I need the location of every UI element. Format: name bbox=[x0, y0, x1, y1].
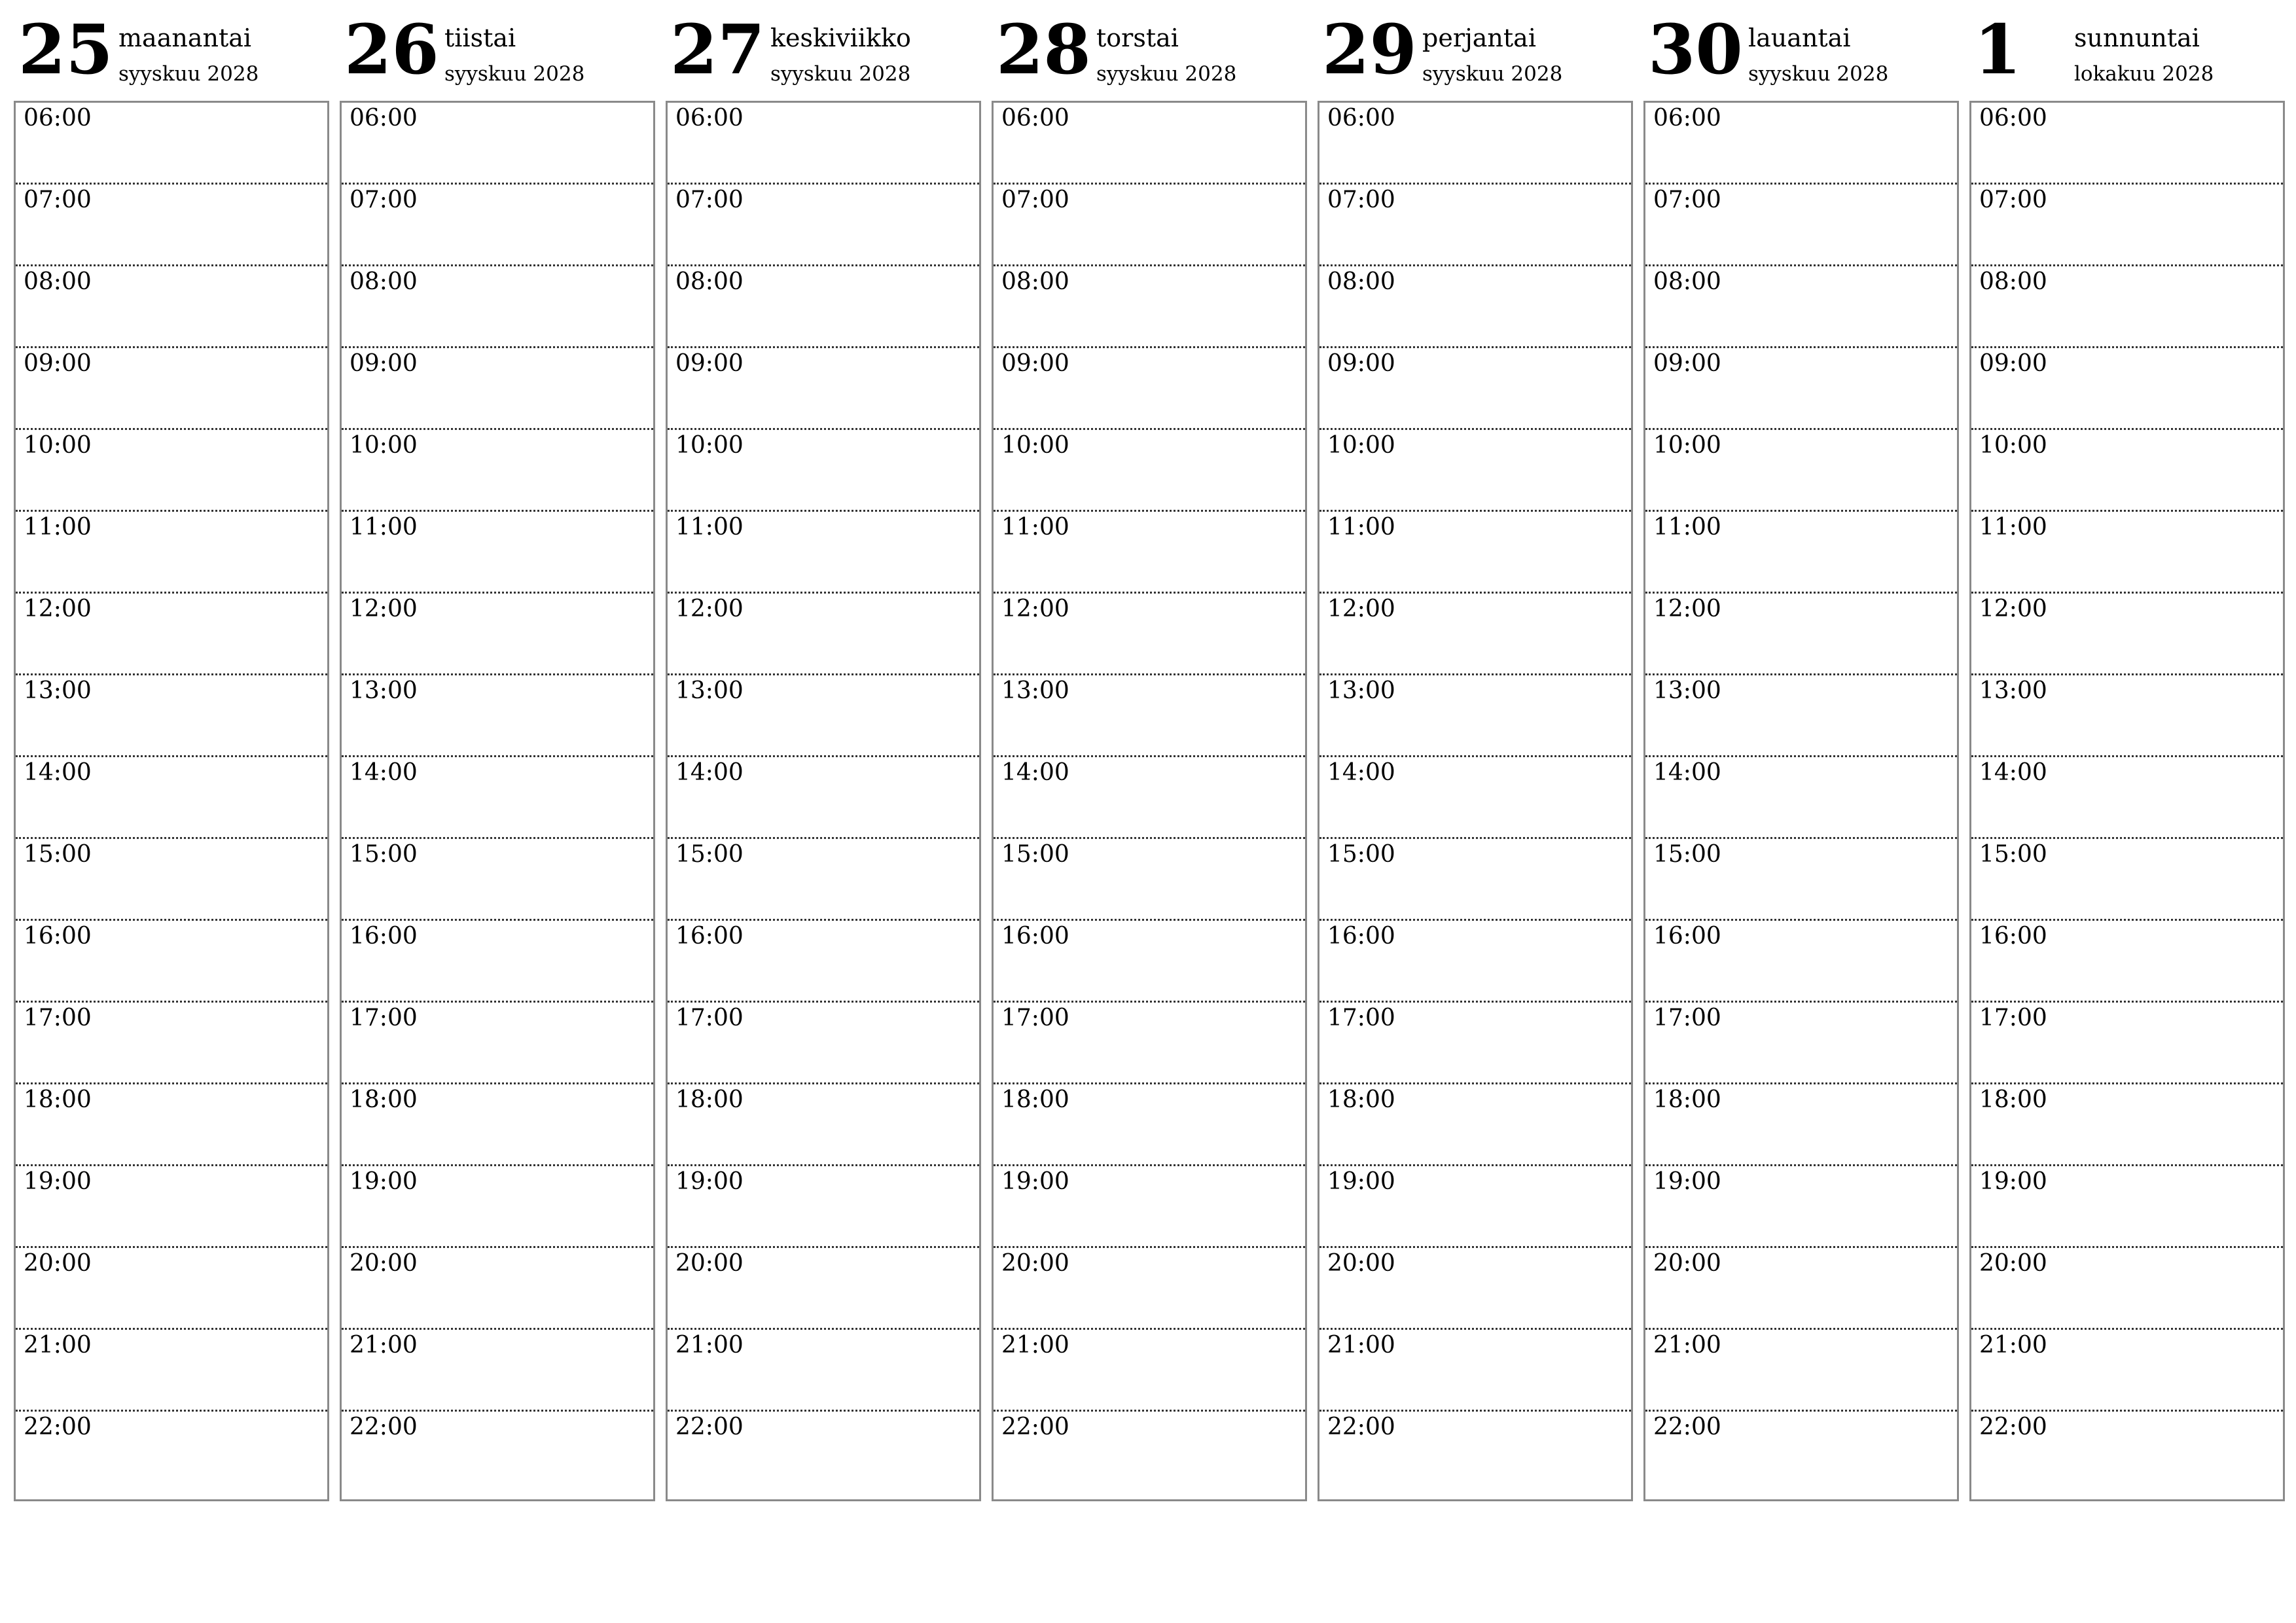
time-slot bbox=[1971, 103, 2283, 185]
day-column-sunday bbox=[1969, 0, 2284, 1502]
time-slot bbox=[1319, 675, 1631, 757]
slot-time-label: 12:00 bbox=[1979, 596, 2047, 622]
slot-time-label: 20:00 bbox=[1001, 1250, 1069, 1277]
time-slot bbox=[16, 348, 327, 430]
slot-time-label: 08:00 bbox=[1327, 268, 1395, 295]
slot-time-label: 20:00 bbox=[24, 1250, 92, 1277]
slot-time-label: 15:00 bbox=[1327, 841, 1395, 868]
slot-time-label: 12:00 bbox=[675, 596, 744, 622]
time-slot bbox=[668, 594, 979, 675]
slot-time-label: 15:00 bbox=[1979, 841, 2047, 868]
time-slot bbox=[1645, 675, 1957, 757]
slot-time-label: 21:00 bbox=[1327, 1332, 1395, 1359]
slot-time-label: 21:00 bbox=[350, 1332, 418, 1359]
slot-time-label: 20:00 bbox=[675, 1250, 744, 1277]
slot-time-label: 20:00 bbox=[1327, 1250, 1395, 1277]
slot-time-label: 14:00 bbox=[1001, 759, 1069, 786]
day-header bbox=[1643, 0, 1958, 101]
month-year: syyskuu 2028 bbox=[1422, 62, 1563, 86]
time-slot bbox=[994, 266, 1305, 348]
day-header bbox=[1969, 0, 2284, 101]
day-box bbox=[1318, 101, 1633, 1501]
day-name: sunnuntai bbox=[2074, 24, 2200, 52]
slot-time-label: 16:00 bbox=[1327, 923, 1395, 950]
slot-time-label: 13:00 bbox=[1653, 677, 1721, 704]
time-slot bbox=[342, 1412, 653, 1493]
time-slot bbox=[1971, 1166, 2283, 1248]
time-slot bbox=[668, 921, 979, 1003]
time-slot bbox=[668, 185, 979, 266]
slot-time-label: 08:00 bbox=[1001, 268, 1069, 295]
slot-time-label: 21:00 bbox=[1979, 1332, 2047, 1359]
time-slot bbox=[342, 1003, 653, 1084]
time-slot bbox=[342, 839, 653, 921]
month-year: syyskuu 2028 bbox=[444, 62, 585, 86]
slot-time-label: 19:00 bbox=[1979, 1168, 2047, 1195]
time-slot bbox=[342, 103, 653, 185]
slot-time-label: 18:00 bbox=[1653, 1086, 1721, 1113]
slot-time-label: 07:00 bbox=[24, 187, 92, 213]
month-year: lokakuu 2028 bbox=[2074, 62, 2214, 86]
slot-time-label: 10:00 bbox=[675, 432, 744, 459]
time-slot bbox=[1971, 594, 2283, 675]
day-column-saturday bbox=[1643, 0, 1958, 1502]
slot-time-label: 06:00 bbox=[1001, 105, 1069, 132]
day-name: tiistai bbox=[444, 24, 516, 52]
time-slot bbox=[668, 757, 979, 839]
slot-time-label: 06:00 bbox=[350, 105, 418, 132]
time-slot bbox=[994, 103, 1305, 185]
slot-time-label: 22:00 bbox=[350, 1414, 418, 1440]
time-slot bbox=[1645, 921, 1957, 1003]
time-slot bbox=[668, 1003, 979, 1084]
time-slot bbox=[994, 675, 1305, 757]
slot-time-label: 17:00 bbox=[24, 1005, 92, 1031]
slot-time-label: 13:00 bbox=[1979, 677, 2047, 704]
slot-time-label: 07:00 bbox=[1001, 187, 1069, 213]
slot-time-label: 15:00 bbox=[675, 841, 744, 868]
slot-time-label: 11:00 bbox=[1327, 514, 1395, 541]
slot-time-label: 22:00 bbox=[24, 1414, 92, 1440]
slot-time-label: 17:00 bbox=[1001, 1005, 1069, 1031]
time-slot bbox=[342, 512, 653, 594]
slot-time-label: 09:00 bbox=[1001, 350, 1069, 377]
slot-time-label: 17:00 bbox=[1979, 1005, 2047, 1031]
slot-time-label: 19:00 bbox=[1001, 1168, 1069, 1195]
slot-time-label: 20:00 bbox=[350, 1250, 418, 1277]
slot-time-label: 19:00 bbox=[350, 1168, 418, 1195]
slot-time-label: 13:00 bbox=[24, 677, 92, 704]
time-slot bbox=[1645, 1412, 1957, 1493]
slot-time-label: 22:00 bbox=[1979, 1414, 2047, 1440]
slot-time-label: 12:00 bbox=[1001, 596, 1069, 622]
time-slot bbox=[1645, 1003, 1957, 1084]
time-slot bbox=[1971, 1003, 2283, 1084]
time-slot bbox=[16, 1084, 327, 1166]
slot-time-label: 06:00 bbox=[675, 105, 744, 132]
time-slot bbox=[668, 675, 979, 757]
time-slot bbox=[994, 1330, 1305, 1412]
time-slot bbox=[1319, 839, 1631, 921]
slot-time-label: 18:00 bbox=[1327, 1086, 1395, 1113]
day-column-tuesday bbox=[340, 0, 654, 1502]
time-slot bbox=[342, 430, 653, 512]
slot-time-label: 07:00 bbox=[1979, 187, 2047, 213]
day-box bbox=[1969, 101, 2285, 1501]
time-slot bbox=[1319, 1248, 1631, 1330]
time-slot bbox=[16, 1166, 327, 1248]
month-year: syyskuu 2028 bbox=[1748, 62, 1889, 86]
slot-time-label: 10:00 bbox=[350, 432, 418, 459]
time-slot bbox=[1645, 185, 1957, 266]
time-slot bbox=[1645, 757, 1957, 839]
time-slot bbox=[342, 675, 653, 757]
time-slot bbox=[994, 1166, 1305, 1248]
day-number: 1 bbox=[1974, 9, 2022, 90]
time-slot bbox=[1971, 1330, 2283, 1412]
time-slot bbox=[1319, 1330, 1631, 1412]
time-slot bbox=[1645, 1248, 1957, 1330]
slot-time-label: 13:00 bbox=[675, 677, 744, 704]
time-slot bbox=[16, 921, 327, 1003]
slot-time-label: 20:00 bbox=[1979, 1250, 2047, 1277]
slot-time-label: 12:00 bbox=[1653, 596, 1721, 622]
slot-time-label: 18:00 bbox=[1979, 1086, 2047, 1113]
day-name: maanantai bbox=[118, 24, 252, 52]
slot-time-label: 09:00 bbox=[350, 350, 418, 377]
slot-time-label: 21:00 bbox=[1653, 1332, 1721, 1359]
slot-time-label: 13:00 bbox=[350, 677, 418, 704]
time-slot bbox=[994, 1003, 1305, 1084]
time-slot bbox=[668, 1412, 979, 1493]
slot-time-label: 13:00 bbox=[1327, 677, 1395, 704]
slot-time-label: 16:00 bbox=[24, 923, 92, 950]
slot-time-label: 09:00 bbox=[675, 350, 744, 377]
slot-time-label: 10:00 bbox=[1327, 432, 1395, 459]
slot-time-label: 09:00 bbox=[1979, 350, 2047, 377]
day-name: keskiviikko bbox=[770, 24, 911, 52]
time-slot bbox=[1319, 512, 1631, 594]
day-header bbox=[666, 0, 980, 101]
time-slot bbox=[16, 185, 327, 266]
time-slot bbox=[16, 430, 327, 512]
slot-time-label: 09:00 bbox=[1327, 350, 1395, 377]
time-slot bbox=[1645, 1166, 1957, 1248]
slot-time-label: 15:00 bbox=[1001, 841, 1069, 868]
time-slot bbox=[342, 1330, 653, 1412]
slot-time-label: 07:00 bbox=[1327, 187, 1395, 213]
day-header bbox=[992, 0, 1306, 101]
slot-time-label: 18:00 bbox=[675, 1086, 744, 1113]
slot-time-label: 12:00 bbox=[24, 596, 92, 622]
slot-time-label: 10:00 bbox=[24, 432, 92, 459]
time-slot bbox=[16, 757, 327, 839]
time-slot bbox=[994, 921, 1305, 1003]
day-number: 29 bbox=[1322, 9, 1417, 90]
time-slot bbox=[16, 839, 327, 921]
day-number: 30 bbox=[1648, 9, 1743, 90]
slot-time-label: 08:00 bbox=[24, 268, 92, 295]
slot-time-label: 09:00 bbox=[24, 350, 92, 377]
time-slot bbox=[1645, 1330, 1957, 1412]
time-slot bbox=[1971, 839, 2283, 921]
time-slot bbox=[994, 1412, 1305, 1493]
day-box bbox=[666, 101, 981, 1501]
day-column-thursday bbox=[992, 0, 1306, 1502]
time-slot bbox=[342, 185, 653, 266]
time-slot bbox=[1319, 185, 1631, 266]
time-slot bbox=[1971, 1412, 2283, 1493]
slot-time-label: 07:00 bbox=[1653, 187, 1721, 213]
slot-time-label: 14:00 bbox=[675, 759, 744, 786]
slot-time-label: 17:00 bbox=[1653, 1005, 1721, 1031]
time-slot bbox=[668, 103, 979, 185]
slot-time-label: 14:00 bbox=[350, 759, 418, 786]
slot-time-label: 14:00 bbox=[24, 759, 92, 786]
slot-time-label: 06:00 bbox=[1653, 105, 1721, 132]
slot-time-label: 16:00 bbox=[675, 923, 744, 950]
time-slot bbox=[1971, 348, 2283, 430]
time-slot bbox=[1971, 430, 2283, 512]
time-slot bbox=[1971, 757, 2283, 839]
slot-time-label: 08:00 bbox=[350, 268, 418, 295]
time-slot bbox=[668, 512, 979, 594]
slot-time-label: 07:00 bbox=[350, 187, 418, 213]
slot-time-label: 16:00 bbox=[1653, 923, 1721, 950]
time-slot bbox=[668, 348, 979, 430]
time-slot bbox=[994, 430, 1305, 512]
slot-time-label: 16:00 bbox=[1979, 923, 2047, 950]
slot-time-label: 07:00 bbox=[675, 187, 744, 213]
time-slot bbox=[1971, 1248, 2283, 1330]
time-slot bbox=[994, 839, 1305, 921]
slot-time-label: 08:00 bbox=[675, 268, 744, 295]
time-slot bbox=[342, 1084, 653, 1166]
day-box bbox=[340, 101, 655, 1501]
slot-time-label: 11:00 bbox=[675, 514, 744, 541]
slot-time-label: 22:00 bbox=[1653, 1414, 1721, 1440]
slot-time-label: 06:00 bbox=[24, 105, 92, 132]
day-header bbox=[14, 0, 328, 101]
time-slot bbox=[1319, 1412, 1631, 1493]
slot-time-label: 17:00 bbox=[1327, 1005, 1395, 1031]
slot-time-label: 19:00 bbox=[675, 1168, 744, 1195]
time-slot bbox=[16, 1330, 327, 1412]
time-slot bbox=[16, 675, 327, 757]
time-slot bbox=[1645, 348, 1957, 430]
slot-time-label: 22:00 bbox=[675, 1414, 744, 1440]
time-slot bbox=[1645, 594, 1957, 675]
slot-time-label: 06:00 bbox=[1327, 105, 1395, 132]
slot-time-label: 19:00 bbox=[24, 1168, 92, 1195]
day-number: 26 bbox=[344, 9, 439, 90]
day-name: torstai bbox=[1096, 24, 1179, 52]
month-year: syyskuu 2028 bbox=[118, 62, 259, 86]
slot-time-label: 21:00 bbox=[675, 1332, 744, 1359]
time-slot bbox=[1319, 103, 1631, 185]
time-slot bbox=[1645, 512, 1957, 594]
time-slot bbox=[16, 1003, 327, 1084]
slot-time-label: 17:00 bbox=[350, 1005, 418, 1031]
time-slot bbox=[994, 594, 1305, 675]
slot-time-label: 08:00 bbox=[1653, 268, 1721, 295]
day-number: 27 bbox=[670, 9, 765, 90]
month-year: syyskuu 2028 bbox=[770, 62, 911, 86]
day-name: perjantai bbox=[1422, 24, 1536, 52]
time-slot bbox=[1319, 757, 1631, 839]
time-slot bbox=[1645, 1084, 1957, 1166]
time-slot bbox=[16, 1412, 327, 1493]
slot-time-label: 10:00 bbox=[1653, 432, 1721, 459]
day-column-monday bbox=[14, 0, 328, 1502]
slot-time-label: 08:00 bbox=[1979, 268, 2047, 295]
slot-time-label: 17:00 bbox=[675, 1005, 744, 1031]
day-number: 25 bbox=[18, 9, 113, 90]
time-slot bbox=[994, 1248, 1305, 1330]
day-number: 28 bbox=[996, 9, 1091, 90]
time-slot bbox=[668, 1330, 979, 1412]
time-slot bbox=[1645, 266, 1957, 348]
slot-time-label: 19:00 bbox=[1653, 1168, 1721, 1195]
time-slot bbox=[16, 1248, 327, 1330]
slot-time-label: 13:00 bbox=[1001, 677, 1069, 704]
time-slot bbox=[994, 1084, 1305, 1166]
day-header bbox=[1318, 0, 1632, 101]
time-slot bbox=[1319, 1084, 1631, 1166]
slot-time-label: 12:00 bbox=[350, 596, 418, 622]
day-column-wednesday bbox=[666, 0, 980, 1502]
slot-time-label: 11:00 bbox=[1979, 514, 2047, 541]
time-slot bbox=[1971, 675, 2283, 757]
slot-time-label: 22:00 bbox=[1001, 1414, 1069, 1440]
time-slot bbox=[994, 348, 1305, 430]
time-slot bbox=[668, 1084, 979, 1166]
slot-time-label: 21:00 bbox=[24, 1332, 92, 1359]
slot-time-label: 06:00 bbox=[1979, 105, 2047, 132]
slot-time-label: 11:00 bbox=[350, 514, 418, 541]
time-slot bbox=[994, 512, 1305, 594]
time-slot bbox=[16, 103, 327, 185]
slot-time-label: 18:00 bbox=[350, 1086, 418, 1113]
slot-time-label: 12:00 bbox=[1327, 596, 1395, 622]
day-box bbox=[14, 101, 329, 1501]
slot-time-label: 14:00 bbox=[1327, 759, 1395, 786]
day-box bbox=[1643, 101, 1959, 1501]
time-slot bbox=[668, 266, 979, 348]
slot-time-label: 15:00 bbox=[350, 841, 418, 868]
slot-time-label: 18:00 bbox=[24, 1086, 92, 1113]
slot-time-label: 22:00 bbox=[1327, 1414, 1395, 1440]
time-slot bbox=[668, 430, 979, 512]
slot-time-label: 18:00 bbox=[1001, 1086, 1069, 1113]
day-name: lauantai bbox=[1748, 24, 1851, 52]
slot-time-label: 20:00 bbox=[1653, 1250, 1721, 1277]
time-slot bbox=[342, 1166, 653, 1248]
day-column-friday bbox=[1318, 0, 1632, 1502]
time-slot bbox=[342, 266, 653, 348]
time-slot bbox=[16, 594, 327, 675]
time-slot bbox=[668, 1248, 979, 1330]
slot-time-label: 14:00 bbox=[1979, 759, 2047, 786]
time-slot bbox=[1971, 266, 2283, 348]
time-slot bbox=[994, 757, 1305, 839]
slot-time-label: 16:00 bbox=[350, 923, 418, 950]
time-slot bbox=[1319, 348, 1631, 430]
time-slot bbox=[1319, 1166, 1631, 1248]
month-year: syyskuu 2028 bbox=[1096, 62, 1237, 86]
time-slot bbox=[1645, 430, 1957, 512]
time-slot bbox=[668, 839, 979, 921]
day-box bbox=[992, 101, 1307, 1501]
time-slot bbox=[1319, 594, 1631, 675]
time-slot bbox=[1971, 512, 2283, 594]
time-slot bbox=[342, 594, 653, 675]
slot-time-label: 11:00 bbox=[1001, 514, 1069, 541]
time-slot bbox=[342, 1248, 653, 1330]
time-slot bbox=[1645, 103, 1957, 185]
slot-time-label: 15:00 bbox=[1653, 841, 1721, 868]
time-slot bbox=[1971, 1084, 2283, 1166]
time-slot bbox=[1971, 185, 2283, 266]
time-slot bbox=[1319, 1003, 1631, 1084]
slot-time-label: 10:00 bbox=[1001, 432, 1069, 459]
time-slot bbox=[1319, 921, 1631, 1003]
time-slot bbox=[1971, 921, 2283, 1003]
slot-time-label: 16:00 bbox=[1001, 923, 1069, 950]
time-slot bbox=[668, 1166, 979, 1248]
slot-time-label: 11:00 bbox=[1653, 514, 1721, 541]
time-slot bbox=[16, 266, 327, 348]
slot-time-label: 11:00 bbox=[24, 514, 92, 541]
slot-time-label: 19:00 bbox=[1327, 1168, 1395, 1195]
time-slot bbox=[1319, 430, 1631, 512]
slot-time-label: 09:00 bbox=[1653, 350, 1721, 377]
slot-time-label: 15:00 bbox=[24, 841, 92, 868]
time-slot bbox=[342, 757, 653, 839]
time-slot bbox=[342, 348, 653, 430]
slot-time-label: 21:00 bbox=[1001, 1332, 1069, 1359]
slot-time-label: 14:00 bbox=[1653, 759, 1721, 786]
time-slot bbox=[994, 185, 1305, 266]
time-slot bbox=[1645, 839, 1957, 921]
slot-time-label: 10:00 bbox=[1979, 432, 2047, 459]
time-slot bbox=[342, 921, 653, 1003]
day-header bbox=[340, 0, 654, 101]
time-slot bbox=[16, 512, 327, 594]
time-slot bbox=[1319, 266, 1631, 348]
